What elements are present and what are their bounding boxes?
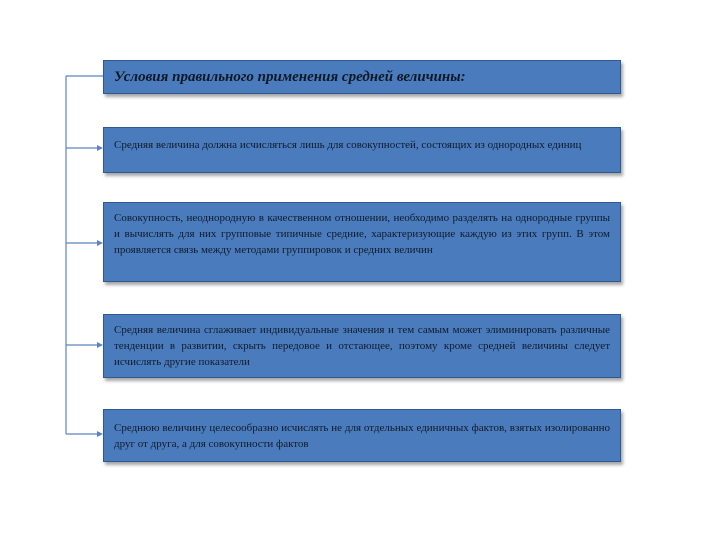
condition-box-2 [103,202,621,282]
diagram-title: Условия правильного применения средней величины: [114,68,466,85]
condition-box-4 [103,409,621,462]
condition-box-1 [103,127,621,173]
condition-text-1: Средняя величина должна исчисляться лишь для совокупностей, состоящих из однородных единиц [114,139,582,151]
condition-text-2: Совокупность, неоднородную в качественном отношении, необходимо разделять на однородные группы и вычислять для них групповые типичные средние, характеризующие каждую из этих групп. В этом проявляется связь между методами группировок и средних величин [114,212,610,256]
condition-box-3 [103,314,621,378]
title-box [103,60,621,94]
condition-text-3: Средняя величина сглаживает индивидуальные значения и тем самым может элиминировать различные тенденции в развитии, скрыть передовое и отстающее, поэтому кроме средней величины следует исчислять другие показатели [114,324,610,368]
condition-text-4: Среднюю величину целесообразно исчислять не для отдельных единичных фактов, взятых изолированно друг от друга, а для совокупности фактов [114,422,610,450]
